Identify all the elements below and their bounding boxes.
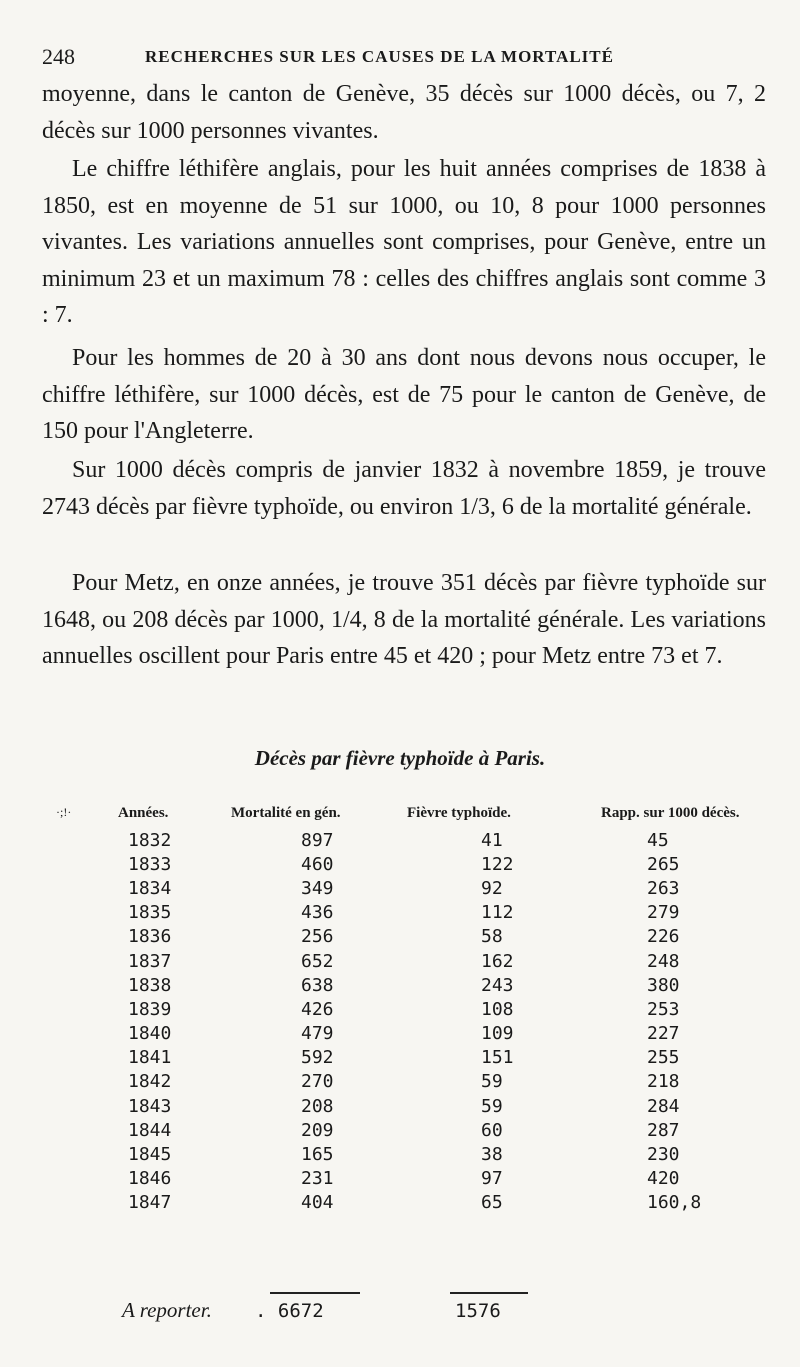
table-row [56,1191,787,1215]
cell-typhoid: 112 [481,902,514,924]
cell-ratio: 45 [647,829,669,851]
cell-ratio: 287 [647,1119,680,1141]
cell-year: 1843 [128,1095,172,1117]
cell-ratio: 284 [647,1095,680,1117]
cell-ratio: 226 [647,926,680,948]
cell-ratio: 230 [647,1144,680,1166]
col-header-typhoid: Fièvre typhoïde. [407,804,511,821]
cell-ratio: 265 [647,853,680,875]
margin-marks: ·;!· [56,805,72,819]
report-label: A reporter. [122,1298,212,1322]
cell-year: 1842 [128,1071,172,1093]
cell-typhoid: 162 [481,950,514,972]
cell-mortality: 256 [301,926,334,948]
table-caption: Décès par fièvre typhoïde à Paris. [254,746,546,770]
typhoid-table [56,798,787,1215]
cell-mortality: 165 [301,1144,334,1166]
page-header [42,40,772,74]
cell-ratio: 253 [647,998,680,1020]
table-row [56,901,787,925]
cell-year: 1837 [128,950,172,972]
page-number: 248 [42,44,75,69]
cell-mortality: 460 [301,853,334,875]
cell-ratio: 227 [647,1023,680,1045]
table-row [56,852,787,876]
cell-mortality: 479 [301,1023,334,1045]
cell-year: 1834 [128,877,172,899]
sum-rule-mortality [270,1292,360,1294]
cell-year: 1840 [128,1023,172,1045]
cell-ratio: 263 [647,877,680,899]
table-row [56,1142,787,1166]
cell-ratio: 380 [647,974,680,996]
cell-year: 1836 [128,926,172,948]
col-header-ratio: Rapp. sur 1000 décès. [601,804,740,821]
table-row [56,876,787,900]
paragraph-3: Pour les hommes de 20 à 30 ans dont nous devons nous occuper, le chiffre léthifère, sur 1000 décès, est de 75 pour le canton de Genève, de 150 pour l'Angleterre. [42,345,766,444]
paragraph-4: Sur 1000 décès compris de janvier 1832 à novembre 1859, je trouve 2743 décès par fièvre typhoïde, ou environ 1/3, 6 de la mortalité générale. [42,457,766,520]
cell-typhoid: 59 [481,1095,503,1117]
cell-year: 1835 [128,902,172,924]
table-row [56,1167,787,1191]
cell-ratio: 420 [647,1168,680,1190]
cell-mortality: 209 [301,1119,334,1141]
table-row [56,997,787,1021]
cell-year: 1845 [128,1144,172,1166]
table-row [56,1118,787,1142]
paragraph-5: Pour Metz, en onze années, je trouve 351 décès par fièvre typhoïde sur 1648, ou 208 décès par 1000, 1/4, 8 de la mortalité générale. Les variations annuelles oscillent pour Paris entre 45 et 420 ; pour Metz entre 73 et 7. [42,570,766,669]
table-row [56,973,787,997]
cell-mortality: 426 [301,998,334,1020]
paragraph-1: moyenne, dans le canton de Genève, 35 décès sur 1000 décès, ou 7, 2 décès sur 1000 personnes vivantes. [42,81,766,144]
table-row [56,1046,787,1070]
cell-ratio: 218 [647,1071,680,1093]
cell-typhoid: 65 [481,1192,503,1214]
running-title: RECHERCHES SUR LES CAUSES DE LA MORTALITÉ [145,47,614,66]
table-row [56,1022,787,1046]
cell-year: 1838 [128,974,172,996]
table-row [56,828,787,852]
cell-typhoid: 59 [481,1071,503,1093]
sum-rule-typhoid [450,1292,528,1294]
report-mortality-total: . 6672 [255,1300,324,1322]
paragraph-2: Le chiffre léthifère anglais, pour les huit années comprises de 1838 à 1850, est en moyenne de 51 sur 1000, ou 10, 8 pour 1000 personnes vivantes. Les variations annuelles sont comprises, pour Genève, entre un minimum 23 et un maximum 78 : celles des chiffres anglais sont comme 3 : 7. [42,156,766,328]
cell-typhoid: 108 [481,998,514,1020]
cell-typhoid: 38 [481,1144,503,1166]
cell-year: 1833 [128,853,172,875]
cell-typhoid: 97 [481,1168,503,1190]
cell-typhoid: 109 [481,1023,514,1045]
cell-year: 1832 [128,829,172,851]
table-header-row [56,798,787,828]
cell-mortality: 592 [301,1047,334,1069]
cell-mortality: 436 [301,902,334,924]
cell-ratio: 248 [647,950,680,972]
cell-typhoid: 92 [481,877,503,899]
cell-ratio: 160,8 [647,1192,702,1214]
cell-typhoid: 41 [481,829,503,851]
cell-mortality: 638 [301,974,334,996]
cell-typhoid: 122 [481,853,514,875]
table-row [56,1070,787,1094]
cell-mortality: 231 [301,1168,334,1190]
cell-mortality: 404 [301,1192,334,1214]
report-typhoid-total: 1576 [455,1300,501,1322]
cell-typhoid: 243 [481,974,514,996]
col-header-mortality: Mortalité en gén. [231,804,341,821]
cell-year: 1839 [128,998,172,1020]
table-row [56,925,787,949]
cell-typhoid: 60 [481,1119,503,1141]
cell-year: 1847 [128,1192,172,1214]
cell-typhoid: 58 [481,926,503,948]
cell-year: 1841 [128,1047,172,1069]
cell-year: 1846 [128,1168,172,1190]
cell-mortality: 270 [301,1071,334,1093]
cell-ratio: 255 [647,1047,680,1069]
cell-mortality: 897 [301,829,334,851]
cell-typhoid: 151 [481,1047,514,1069]
table-row [56,1094,787,1118]
cell-mortality: 208 [301,1095,334,1117]
cell-mortality: 349 [301,877,334,899]
cell-mortality: 652 [301,950,334,972]
cell-ratio: 279 [647,902,680,924]
col-header-years: Années. [118,804,169,821]
cell-year: 1844 [128,1119,172,1141]
table-row [56,949,787,973]
